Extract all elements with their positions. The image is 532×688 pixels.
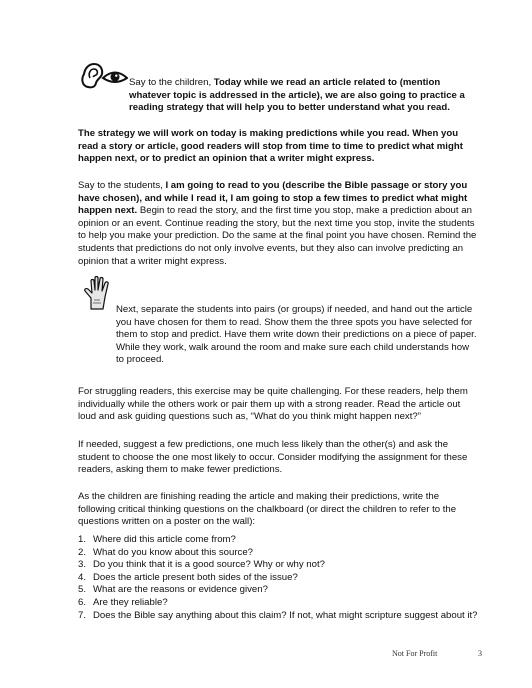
list-number: 4. (78, 571, 87, 583)
list-number: 1. (78, 534, 87, 545)
pairs-paragraph (78, 304, 478, 367)
list-number: 2. (78, 546, 87, 558)
read-aloud-intro: Say to the students, (78, 180, 166, 191)
question-list (78, 534, 488, 622)
read-aloud-paragraph (78, 180, 478, 268)
suggest-predictions-paragraph (78, 439, 478, 477)
critical-thinking-paragraph (78, 491, 478, 529)
list-item (78, 559, 488, 572)
struggling-readers-paragraph (78, 386, 478, 424)
suggest-predictions-text: If needed, suggest a few predictions, one much less likely than the other(s) and ask the student to choose the one most likely to occur. Consider modifying the assignment for these readers, asking them to make fewer predictions. (78, 439, 468, 476)
footer-note: Not For Profit (392, 649, 438, 658)
strategy-paragraph (78, 128, 478, 166)
intro-bold-text: Today while we read an article related to (mention whatever topic is addressed in the article), we are also going to practice a reading strategy that will help you to better understand what you read. (129, 77, 465, 114)
list-text: What do you know about this source? (93, 546, 253, 558)
page-number: 3 (478, 649, 482, 658)
intro-paragraph (78, 77, 478, 115)
read-aloud-bold-text: I am going to read to you (describe the Bible passage or story you have chosen), and while I read it, I am going to stop a few times to predict what might happen next. (78, 180, 468, 217)
list-number: 3. (78, 559, 87, 571)
list-text: Are they reliable? (93, 596, 168, 608)
list-number: 7. (78, 609, 87, 621)
page-footer (392, 649, 482, 658)
list-text: Does the Bible say anything about this claim? If not, what might scripture suggest about it? (93, 609, 478, 621)
strategy-bold-text: The strategy we will work on today is making predictions while you read. When you read a story or article, good readers will stop from time to time to predict what might happen next, or to predict an opinion that a writer might express. (78, 128, 463, 165)
list-number: 6. (78, 596, 87, 608)
read-aloud-instructions: Begin to read the story, and the first time you stop, make a prediction about an opinion or an event. Continue reading the story, but the next time you stop, invite the students to help you make your prediction. Do the same at the final point you have chosen. Remind the students that predictions do not only involve events, but they also can involve predicting an opinion that a writer might express. (78, 205, 477, 267)
list-text: Does the article present both sides of the issue? (93, 571, 298, 583)
list-item (78, 584, 488, 597)
list-item (78, 610, 488, 623)
list-text: Do you think that it is a good source? Why or why not? (93, 559, 325, 571)
list-item (78, 534, 488, 547)
list-item (78, 597, 488, 610)
list-text: What are the reasons or evidence given? (93, 584, 268, 596)
struggling-readers-text: For struggling readers, this exercise may be quite challenging. For these readers, help them individually while the others work or pair them up with a strong reader. Read the article out loud and ask guiding questions such as, “What do you think might happen next?” (78, 386, 468, 423)
list-item (78, 547, 488, 560)
list-item (78, 572, 488, 585)
list-number: 5. (78, 584, 87, 596)
pairs-text: Next, separate the students into pairs (or groups) if needed, and hand out the article you have chosen for them to read. Show them the three spots you have selected for them to stop and predict. Have them write down their predictions on a piece of paper. While they work, walk around the room and make sure each child understands how to proceed. (116, 304, 477, 366)
list-text: Where did this article come from? (93, 534, 236, 545)
intro-plain-text: Say to the children, (129, 77, 214, 88)
critical-thinking-text: As the children are finishing reading the article and making their predictions, write the following critical thinking questions on the chalkboard (or direct the children to refer to the questions written on a poster on the wall): (78, 491, 457, 528)
